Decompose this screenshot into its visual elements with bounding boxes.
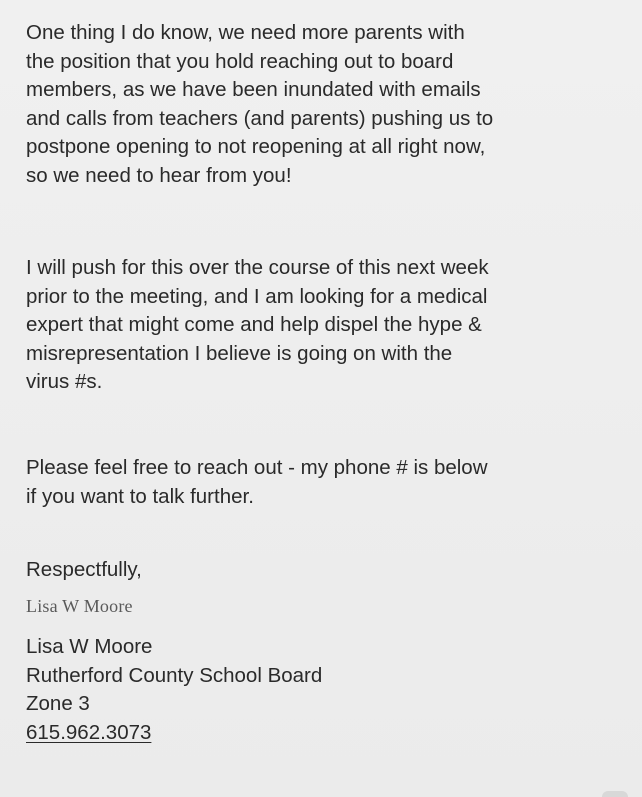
phone-number-link[interactable]: 615.962.3073 bbox=[26, 720, 152, 744]
text-line: and calls from teachers (and parents) pushing us to bbox=[26, 106, 494, 130]
closing-text: Respectfully, bbox=[26, 558, 142, 581]
phone-line bbox=[26, 719, 626, 748]
text-line: postpone opening to not reopening at all right now, bbox=[26, 135, 486, 158]
text-line: misrepresentation I believe is going on with the bbox=[26, 341, 453, 365]
corner-artifact bbox=[602, 791, 628, 797]
signature-block bbox=[26, 633, 626, 747]
text-line: One thing I do know, we need more parents with bbox=[26, 21, 465, 44]
text-line: so we need to hear from you! bbox=[26, 163, 292, 187]
signer-name: Lisa W Moore bbox=[26, 635, 153, 658]
paragraph-parents-outreach bbox=[26, 19, 626, 190]
text-line: I will push for this over the course of this next week bbox=[26, 256, 489, 279]
signer-zone: Zone 3 bbox=[26, 692, 90, 715]
text-line: expert that might come and help dispel the hype & bbox=[26, 313, 482, 336]
paragraph-reach-out bbox=[26, 454, 626, 511]
text-line: the position that you hold reaching out to board bbox=[26, 49, 454, 73]
signer-organization: Rutherford County School Board bbox=[26, 663, 323, 687]
text-line: virus #s. bbox=[26, 370, 103, 393]
text-line: members, as we have been inundated with emails bbox=[26, 78, 481, 101]
closing-salutation bbox=[26, 556, 626, 585]
text-line: if you want to talk further. bbox=[26, 484, 254, 508]
handwritten-signature: Lisa W Moore bbox=[26, 596, 133, 616]
paragraph-medical-expert bbox=[26, 254, 626, 397]
text-line: prior to the meeting, and I am looking for a medical bbox=[26, 284, 488, 308]
text-line: Please feel free to reach out - my phone # is below bbox=[26, 456, 488, 479]
